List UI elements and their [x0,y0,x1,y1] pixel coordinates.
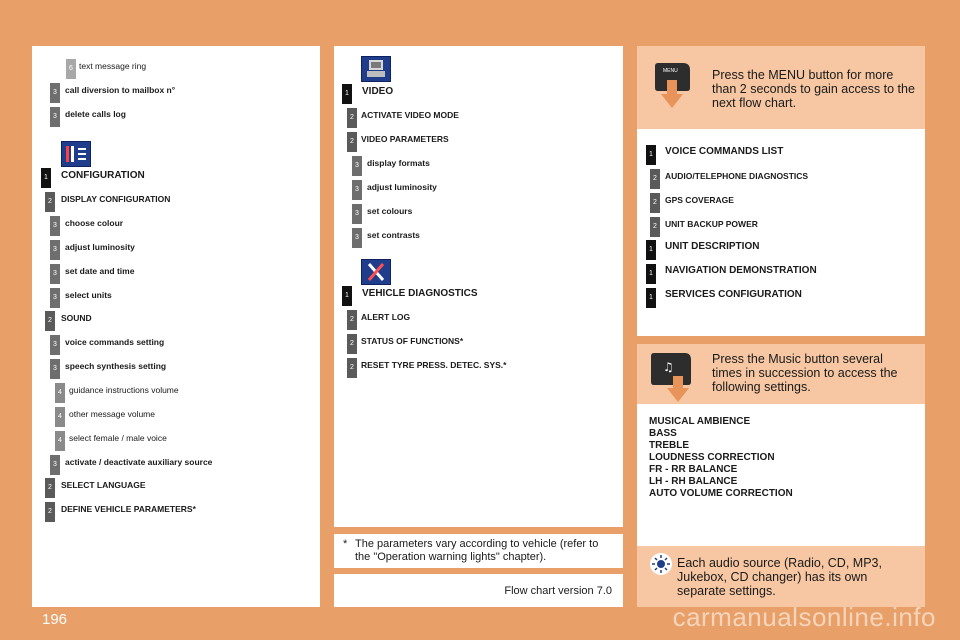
level-badge: 3 [352,228,362,248]
video-diagnostics-panel [334,46,623,527]
menu-item-label: NAVIGATION DEMONSTRATION [665,265,817,276]
menu-item-label: CONFIGURATION [61,170,145,181]
diagnostics-tools-icon [361,259,391,285]
menu-item-label: other message volume [69,409,155,419]
level-badge: 3 [50,107,60,127]
menu-item-label: VEHICLE DIAGNOSTICS [362,288,478,299]
level-badge: 1 [342,84,352,104]
video-icon [361,56,391,82]
music-setting: LOUDNESS CORRECTION [649,452,775,463]
footnote-line: The parameters vary according to vehicle (refer to [355,538,599,550]
audio-note-text [677,556,882,598]
level-badge: 2 [347,358,357,378]
footnote-line: the "Operation warning lights" chapter). [355,551,547,563]
level-badge: 2 [650,193,660,213]
level-badge: 3 [50,264,60,284]
music-button-icon [649,352,693,402]
music-setting: MUSICAL AMBIENCE [649,416,751,427]
menu-item-label: set date and time [65,266,135,276]
music-settings-list [649,416,793,500]
level-badge: 3 [50,288,60,308]
config-menu-panel [32,46,320,607]
menu-button-icon [653,62,691,90]
level-badge: 3 [50,216,60,236]
level-badge: 3 [50,455,60,475]
audio-note-box [637,546,925,607]
level-badge: 3 [50,83,60,103]
instruction-line: Press the MENU button for more [712,68,894,82]
menu-item-label: VIDEO PARAMETERS [361,134,449,144]
level-badge: 3 [50,359,60,379]
menu-item-label: adjust luminosity [367,182,437,192]
level-badge: 2 [347,310,357,330]
music-setting: BASS [649,428,677,439]
menu-button-label: MENU [663,68,678,74]
level-badge: 2 [45,192,55,212]
footnote-box [334,534,623,568]
menu-item-label: ACTIVATE VIDEO MODE [361,110,459,120]
music-settings-panel [637,404,925,546]
instruction-line: than 2 seconds to gain access to the [712,82,915,96]
menu-item-label: STATUS OF FUNCTIONS* [361,336,464,346]
menu-item-label: activate / deactivate auxiliary source [65,457,213,467]
menu-item-label: select units [65,290,112,300]
music-setting: FR - RR BALANCE [649,464,738,475]
menu-item-label: choose colour [65,218,124,228]
level-badge: 1 [342,286,352,306]
version-box [334,574,623,607]
note-line: Each audio source (Radio, CD, MP3, [677,556,882,570]
configuration-icon [61,141,91,167]
menu-item-label: UNIT BACKUP POWER [665,219,758,229]
level-badge: 2 [45,502,55,522]
menu-item-label: SOUND [61,313,92,323]
menu-item-label: ALERT LOG [361,312,411,322]
watermark: carmanualsonline.info [672,602,936,632]
note-line: separate settings. [677,584,776,598]
note-line: Jukebox, CD changer) has its own [677,570,868,584]
music-instruction-text [712,352,898,394]
menu-item-label: VIDEO [362,86,394,97]
menu-item-label: call diversion to mailbox n° [65,85,176,95]
level-badge: 3 [352,204,362,224]
music-setting: LH - RH BALANCE [649,476,738,487]
menu-item-label: SELECT LANGUAGE [61,480,146,490]
instruction-line: times in succession to access the [712,366,898,380]
music-setting: TREBLE [649,440,689,451]
menu-item-label: display formats [367,158,430,168]
menu-item-label: VOICE COMMANDS LIST [665,146,784,157]
tip-lightbulb-icon [649,552,673,576]
level-badge: 1 [41,168,51,188]
level-badge: 1 [646,288,656,308]
level-badge: 1 [646,240,656,260]
menu-item-label: SERVICES CONFIGURATION [665,289,802,300]
menu-item-label: UNIT DESCRIPTION [665,241,760,252]
menu-instruction-box [637,46,925,129]
level-badge: 4 [55,383,65,403]
level-badge: 2 [347,132,357,152]
level-badge: 3 [50,240,60,260]
level-badge: 1 [646,145,656,165]
level-badge: 2 [650,217,660,237]
menu-instruction-text [712,68,915,110]
level-badge: 4 [55,431,65,451]
menu-item-label: DISPLAY CONFIGURATION [61,194,171,204]
menu-item-label: AUDIO/TELEPHONE DIAGNOSTICS [665,171,809,181]
instruction-line: Press the Music button several [712,352,883,366]
level-badge: 6 [66,59,76,79]
menu-item-label: DEFINE VEHICLE PARAMETERS* [61,504,196,514]
page-number: 196 [42,611,68,628]
menu-item-label: delete calls log [65,109,126,119]
level-badge: 4 [55,407,65,427]
level-badge: 2 [347,108,357,128]
instruction-line: following settings. [712,380,811,394]
flow-chart-version: Flow chart version 7.0 [504,585,612,597]
music-setting: AUTO VOLUME CORRECTION [649,488,793,499]
menu-item-label: select female / male voice [69,433,167,443]
instruction-line: next flow chart. [712,96,797,110]
menu-item-label: set colours [367,206,413,216]
menu-item-label: GPS COVERAGE [665,195,734,205]
level-badge: 3 [352,180,362,200]
menu-item-label: set contrasts [367,230,420,240]
level-badge: 2 [45,311,55,331]
level-badge: 1 [646,264,656,284]
menu-item-label: text message ring [79,61,147,71]
menu-item-label: voice commands setting [65,337,165,347]
voice-commands-panel [637,129,925,336]
menu-item-label: adjust luminosity [65,242,135,252]
menu-item-label: RESET TYRE PRESS. DETEC. SYS.* [361,360,507,370]
music-instruction-box [637,344,925,404]
menu-item-label: speech synthesis setting [65,361,167,371]
footnote-mark: * [343,538,348,550]
svg-text:♫: ♫ [663,360,674,374]
level-badge: 3 [352,156,362,176]
menu-item-label: guidance instructions volume [69,385,179,395]
level-badge: 2 [650,169,660,189]
level-badge: 2 [45,478,55,498]
level-badge: 2 [347,334,357,354]
level-badge: 3 [50,335,60,355]
